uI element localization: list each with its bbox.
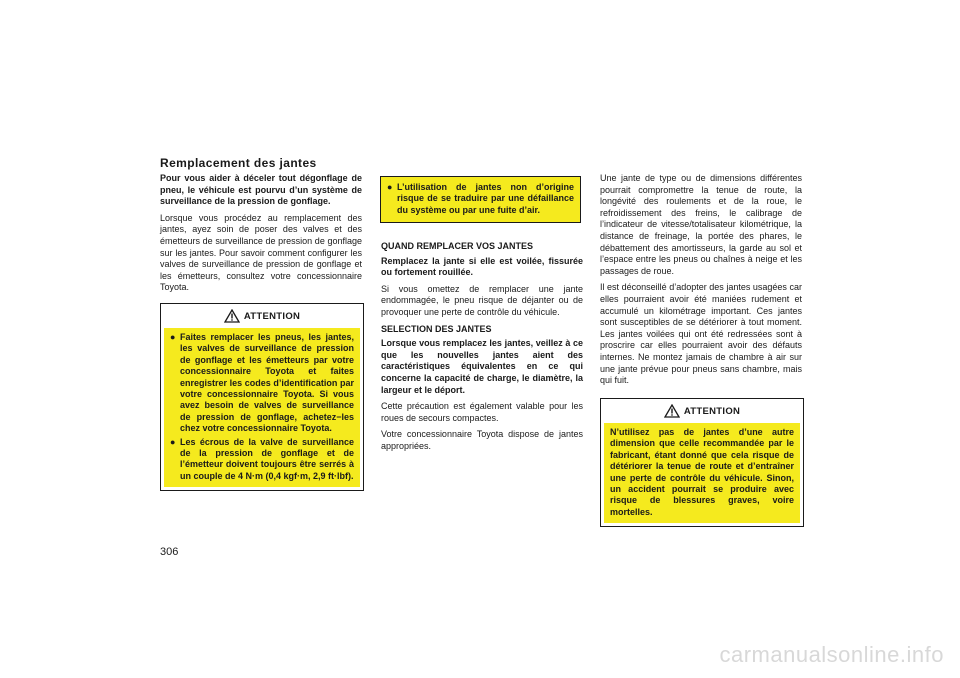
attention-header: [601, 399, 803, 423]
column-middle: [381, 241, 583, 458]
section-heading-selection: SELECTION DES JANTES: [381, 323, 492, 334]
attention-header: [161, 304, 363, 328]
right-paragraph-1: Une jante de type ou de dimensions différentes pourrait compromettre la tenue de route, la longévité des roulements et de la roue, le refroidissement des freins, le calibrage de l’indicateur de vitesse/totalisateur kilométrique, la distance de freinage, la portée des phares, le débattement des amortisseurs, la garde au sol et l’espace entre les pneus ou chaînes à neige et les passages de roue.: [600, 173, 802, 276]
note-box: [380, 176, 581, 223]
intro-paragraph: Lorsque vous procédez au remplacement des jantes, ayez soin de poser des valves et des émetteurs de surveillance de pression de gonflage sur les jantes. Pour savoir comment configurer les valves de surveillance de pression de gonflage et les émetteurs, consultez votre concessionnaire Toyota.: [160, 212, 362, 293]
section-selection-bold: Lorsque vous remplacez les jantes, veillez à ce que les nouvelles jantes aient des caractéristiques équivalentes en ce qui concerne la capacité de charge, le diamètre, la largeur et le déport.: [381, 338, 583, 395]
attention-body: [164, 328, 360, 487]
page-title: Remplacement des jantes: [160, 156, 317, 170]
warning-triangle-icon: [664, 404, 680, 418]
bullet-icon: ●: [170, 436, 176, 447]
intro-bold-paragraph: Pour vous aider à déceler tout dégonflage de pneu, le véhicule est pourvu d’un système de surveillance de la pression de gonflage.: [160, 173, 362, 207]
page-number: 306: [160, 546, 179, 558]
section-selection-text-2: Votre concessionnaire Toyota dispose de jantes appropriées.: [381, 429, 583, 451]
section-when-bold: Remplacez la jante si elle est voilée, fissurée ou fortement rouillée.: [381, 255, 583, 278]
attention-label: ATTENTION: [243, 310, 301, 322]
watermark: carmanualsonline.info: [719, 642, 944, 667]
column-left: [160, 173, 362, 299]
section-when-text: Si vous omettez de remplacer une jante endommagée, le pneu risque de déjanter ou de provoquer une perte de contrôle du véhicule.: [381, 283, 583, 317]
attention-text: N’utilisez pas de jantes d’une autre dimension que celle recommandée par le fabricant, étant donné que cela risque de détériorer la tenue de route et d’entraîner une perte de contrôle du véhicule. Sinon, un accident pourrait se produire avec risque de blessures graves, voire mortelles.: [610, 427, 794, 517]
bullet-icon: ●: [170, 332, 176, 342]
note-bullet-text: L’utilisation de jantes non d’origine risque de se traduire par une défaillance du système ou par une fuite d’air.: [397, 182, 574, 215]
bullet-icon: ●: [387, 182, 393, 192]
warning-triangle-icon: [224, 309, 240, 323]
attention-bullet-text: Faites remplacer les pneus, les jantes, les valves de surveillance de pression de gonflage et les émetteurs par votre concessionnaire Toyota et faites enregistrer les codes d’identification par votre concessionnaire Toyota. Si vous avez besoin de valves de surveillance de pression de gonflage, achetez−les chez votre concessionnaire Toyota.: [180, 332, 354, 434]
note-bullet: [387, 182, 574, 216]
attention-bullet: [170, 437, 354, 483]
attention-box-left: [160, 303, 364, 491]
attention-body: [604, 423, 800, 523]
column-right: [600, 173, 802, 392]
attention-bullet: [170, 332, 354, 435]
attention-bullet-text: Les écrous de la valve de surveillance de la pression de gonflage et de l’émetteur doivent toujours être serrés à un couple de 4 N·m (0,4 kgf·m, 2,9 ft·lbf).: [180, 436, 354, 481]
attention-label: ATTENTION: [683, 405, 741, 417]
section-selection-text-1: Cette précaution est également valable pour les roues de secours compactes.: [381, 401, 583, 423]
section-heading-when: QUAND REMPLACER VOS JANTES: [381, 241, 534, 251]
attention-box-right: [600, 398, 804, 527]
right-paragraph-2: Il est déconseillé d’adopter des jantes usagées car elles pourraient avoir été maniées rudement et accumulé un kilométrage important. Ces jantes sont susceptibles de se détériorer à tout moment. Les jantes voilées qui ont été redressées sont à proscrire car elles pourraient avoir des défauts internes. Ne montez jamais de chambre à air sur une jante prévue pour pneus sans chambre, mais qui fuit.: [600, 282, 802, 386]
